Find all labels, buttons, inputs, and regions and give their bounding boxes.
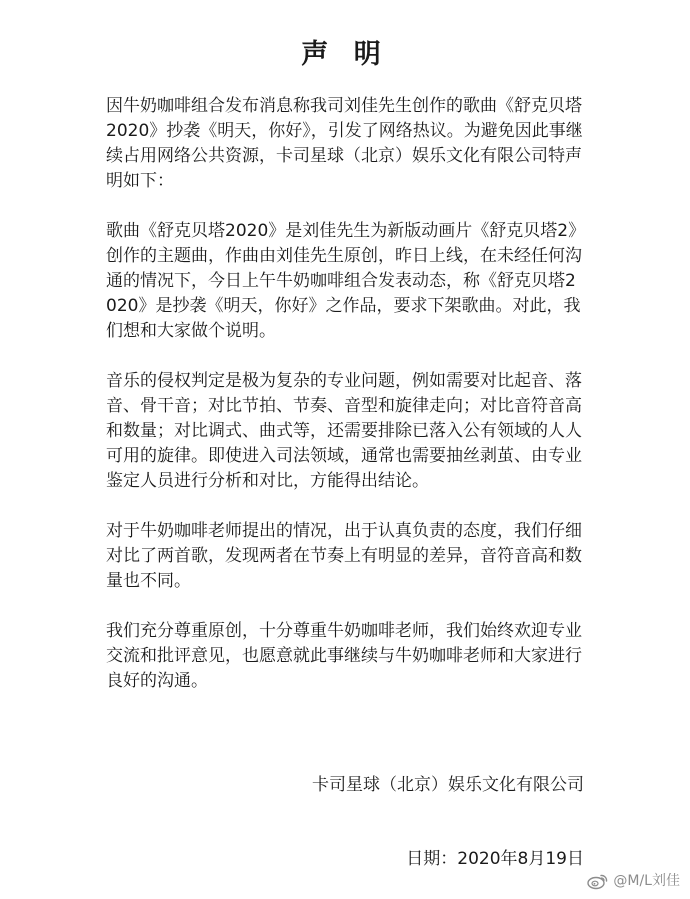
paragraph-intro: 因牛奶咖啡组合发布消息称我司刘佳先生创作的歌曲《舒克贝塔2020》抄袭《明天，你好》，引发了网络热议。为避免因此事继续占用网络公共资源，卡司星球（北京）娱乐文化有限公司特声明如下： xyxy=(106,96,583,191)
weibo-logo-icon xyxy=(587,872,609,890)
paragraph-comparison-result: 对于牛奶咖啡老师提出的情况，出于认真负责的态度，我们仔细对比了两首歌，发现两者在节奏上有明显的差异，音符音高和数量也不同。 xyxy=(106,521,582,591)
paragraph-closing: 我们充分尊重原创，十分尊重牛奶咖啡老师，我们始终欢迎专业交流和批评意见，也愿意就此事继续与牛奶咖啡老师和大家进行良好的沟通。 xyxy=(106,621,582,691)
watermark-text: @M/L刘佳 xyxy=(613,873,680,889)
paragraph-infringement-criteria: 音乐的侵权判定是极为复杂的专业问题，例如需要对比起音、落音、骨干音；对比节拍、节奏、音型和旋律走向；对比音符音高和数量；对比调式、曲式等，还需要排除已落入公有领域的人人可用的旋律。即使进入司法领域，通常也需要抽丝剥茧、由专业鉴定人员进行分析和对比，方能得出结论。 xyxy=(106,371,582,491)
statement-body xyxy=(106,94,584,719)
watermark xyxy=(587,869,680,893)
page-title: 声 明 xyxy=(301,39,389,70)
paragraph-song-background: 歌曲《舒克贝塔2020》是刘佳先生为新版动画片《舒克贝塔2》创作的主题曲，作曲由刘佳先生原创，昨日上线，在未经任何沟通的情况下，今日上午牛奶咖啡组合发表动态，称《舒克贝塔2020》是抄袭《明天，你好》之作品，要求下架歌曲。对此，我们想和大家做个说明。 xyxy=(106,221,582,341)
signature-date: 日期：2020年8月19日 xyxy=(406,849,584,869)
signature-company: 卡司星球（北京）娱乐文化有限公司 xyxy=(312,775,584,795)
